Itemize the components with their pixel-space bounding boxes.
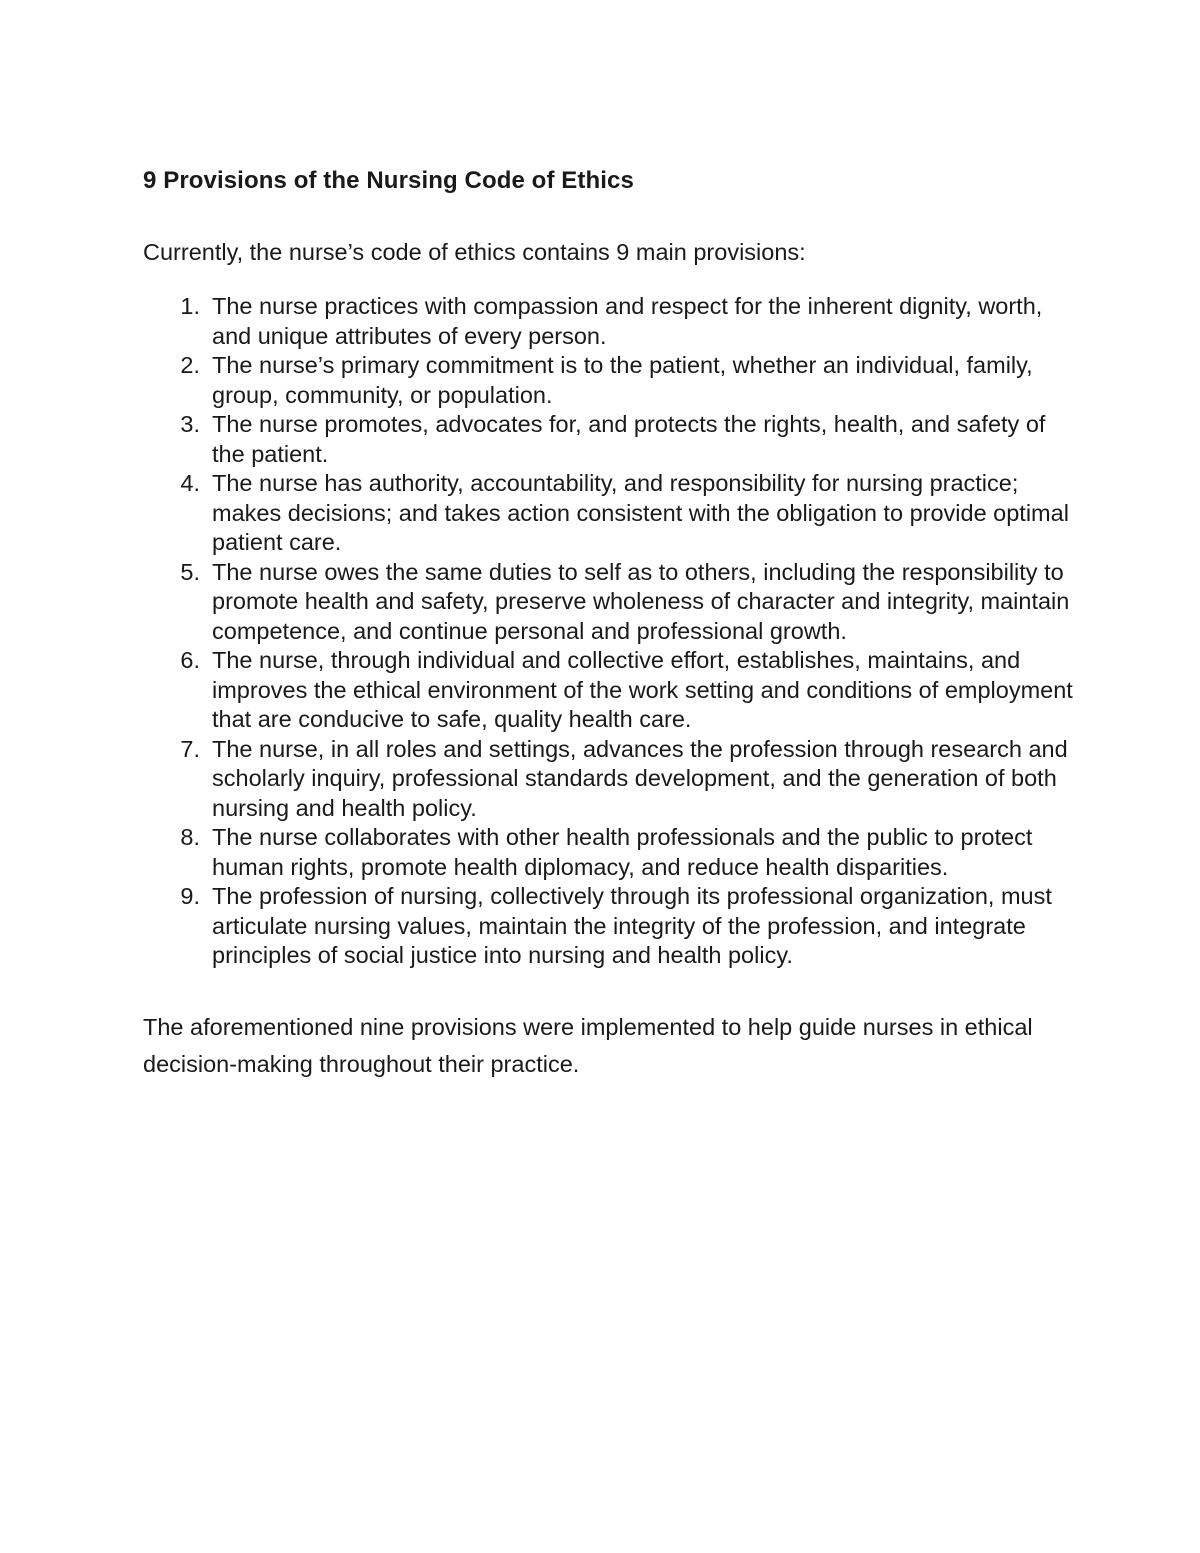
- list-item-text: The nurse collaborates with other health professionals and the public to protect human rights, promote health diplomacy, and reduce health disparities.: [212, 824, 1033, 880]
- list-item: [143, 292, 1073, 351]
- list-item-number: 6.: [180, 647, 200, 673]
- list-item-number: 9.: [180, 883, 200, 909]
- list-item: [143, 823, 1073, 882]
- provisions-list: [143, 292, 1073, 971]
- list-item-text: The nurse practices with compassion and respect for the inherent dignity, worth, and unique attributes of every person.: [212, 293, 1043, 349]
- list-item-number: 2.: [180, 352, 200, 378]
- list-item-text: The nurse, through individual and collective effort, establishes, maintains, and improves the ethical environment of the work setting and conditions of employment that are conducive to safe, quality health care.: [212, 647, 1073, 732]
- list-item-number: 5.: [180, 558, 200, 585]
- list-item-text: The profession of nursing, collectively through its professional organization, must articulate nursing values, maintain the integrity of the profession, and integrate principles of social justice into nursing and health policy.: [212, 883, 1052, 968]
- list-item-text: The nurse owes the same duties to self as to others, including the responsibility to promote health and safety, preserve wholeness of character and integrity, maintain competence, and continue personal and professional growth.: [212, 558, 1070, 644]
- list-item: [143, 558, 1073, 647]
- list-item-number: 3.: [180, 411, 200, 437]
- list-item: [143, 646, 1073, 735]
- list-item-number: 4.: [180, 470, 200, 496]
- list-item-text: The nurse, in all roles and settings, advances the profession through research and scholarly inquiry, professional standards development, and the generation of both nursing and health policy.: [212, 735, 1068, 821]
- list-item: [143, 351, 1073, 410]
- list-item: [143, 469, 1073, 558]
- document-page: [143, 160, 1073, 1083]
- list-item-text: The nurse’s primary commitment is to the patient, whether an individual, family, group, community, or population.: [212, 352, 1033, 408]
- list-item: [143, 882, 1073, 971]
- document-title: 9 Provisions of the Nursing Code of Ethics: [143, 167, 634, 194]
- list-item-text: The nurse promotes, advocates for, and protects the rights, health, and safety of the patient.: [212, 411, 1046, 467]
- list-item: [143, 735, 1073, 824]
- list-item-number: 1.: [180, 293, 200, 319]
- list-item-number: 8.: [180, 824, 200, 850]
- list-item-number: 7.: [180, 735, 200, 762]
- list-item: [143, 410, 1073, 469]
- closing-paragraph: The aforementioned nine provisions were implemented to help guide nurses in ethical decision-making throughout their practice.: [143, 1013, 1033, 1077]
- intro-paragraph: Currently, the nurse’s code of ethics contains 9 main provisions:: [143, 239, 806, 265]
- list-item-text: The nurse has authority, accountability, and responsibility for nursing practice; makes decisions; and takes action consistent with the obligation to provide optimal patient care.: [212, 470, 1069, 555]
